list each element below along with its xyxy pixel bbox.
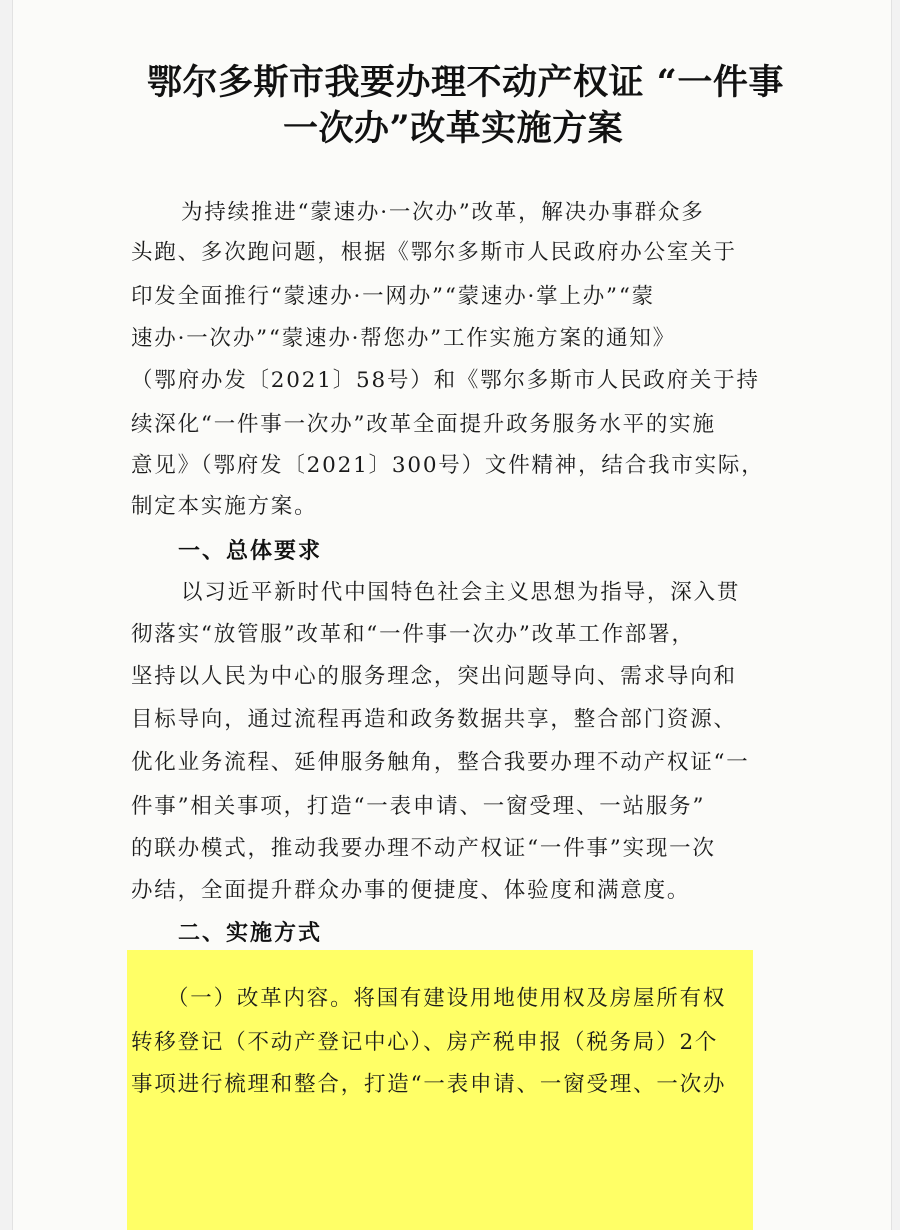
intro-line: 印发全面推行“蒙速办·一网办”“蒙速办·掌上办”“蒙 — [131, 284, 655, 309]
section-2-line: 事项进行梳理和整合，打造“一表申请、一窗受理、一次办 — [131, 1071, 727, 1097]
section-1-line: 的联办模式，推动我要办理不动产权证“一件事”实现一次 — [131, 836, 716, 861]
section-2-line: 转移登记（不动产登记中心）、房产税申报（税务局）2个 — [131, 1029, 719, 1055]
intro-line: 头跑、多次跑问题，根据《鄂尔多斯市人民政府办公室关于 — [131, 240, 737, 265]
section-2-line: （一）改革内容。将国有建设用地使用权及房屋所有权 — [167, 985, 727, 1011]
section-1-line: 以习近平新时代中国特色社会主义思想为指导，深入贯 — [181, 580, 741, 605]
section-1-line: 优化业务流程、延伸服务触角，整合我要办理不动产权证“一 — [131, 750, 750, 775]
section-1-heading: 一、总体要求 — [178, 538, 323, 564]
document-title-line-2: 一次办”改革实施方案 — [283, 108, 624, 149]
intro-line: 制定本实施方案。 — [131, 494, 318, 519]
section-1-line: 件事”相关事项，打造“一表申请、一窗受理、一站服务” — [131, 794, 706, 819]
document-page — [12, 0, 892, 1230]
section-2-heading: 二、实施方式 — [178, 920, 323, 946]
intro-line: 速办·一次办”“蒙速办·帮您办”工作实施方案的通知》 — [131, 326, 676, 351]
intro-line: 续深化“一件事一次办”改革全面提升政务服务水平的实施 — [131, 412, 716, 437]
document-title-line-1: 鄂尔多斯市我要办理不动产权证 “一件事 — [147, 62, 784, 103]
intro-line: 意见》（鄂府发〔2021〕300号）文件精神，结合我市实际， — [131, 453, 765, 478]
intro-line: 为持续推进“蒙速办·一次办”改革，解决办事群众多 — [181, 200, 705, 225]
section-1-line: 目标导向，通过流程再造和政务数据共享，整合部门资源、 — [131, 707, 737, 732]
section-1-line: 彻落实“放管服”改革和“一件事一次办”改革工作部署， — [131, 622, 695, 647]
section-1-line: 办结，全面提升群众办事的便捷度、体验度和满意度。 — [131, 878, 691, 903]
highlighted-passage — [127, 950, 753, 1230]
intro-line: （鄂府办发〔2021〕58号）和《鄂尔多斯市人民政府关于持 — [131, 368, 760, 393]
section-1-line: 坚持以人民为中心的服务理念，突出问题导向、需求导向和 — [131, 664, 737, 689]
